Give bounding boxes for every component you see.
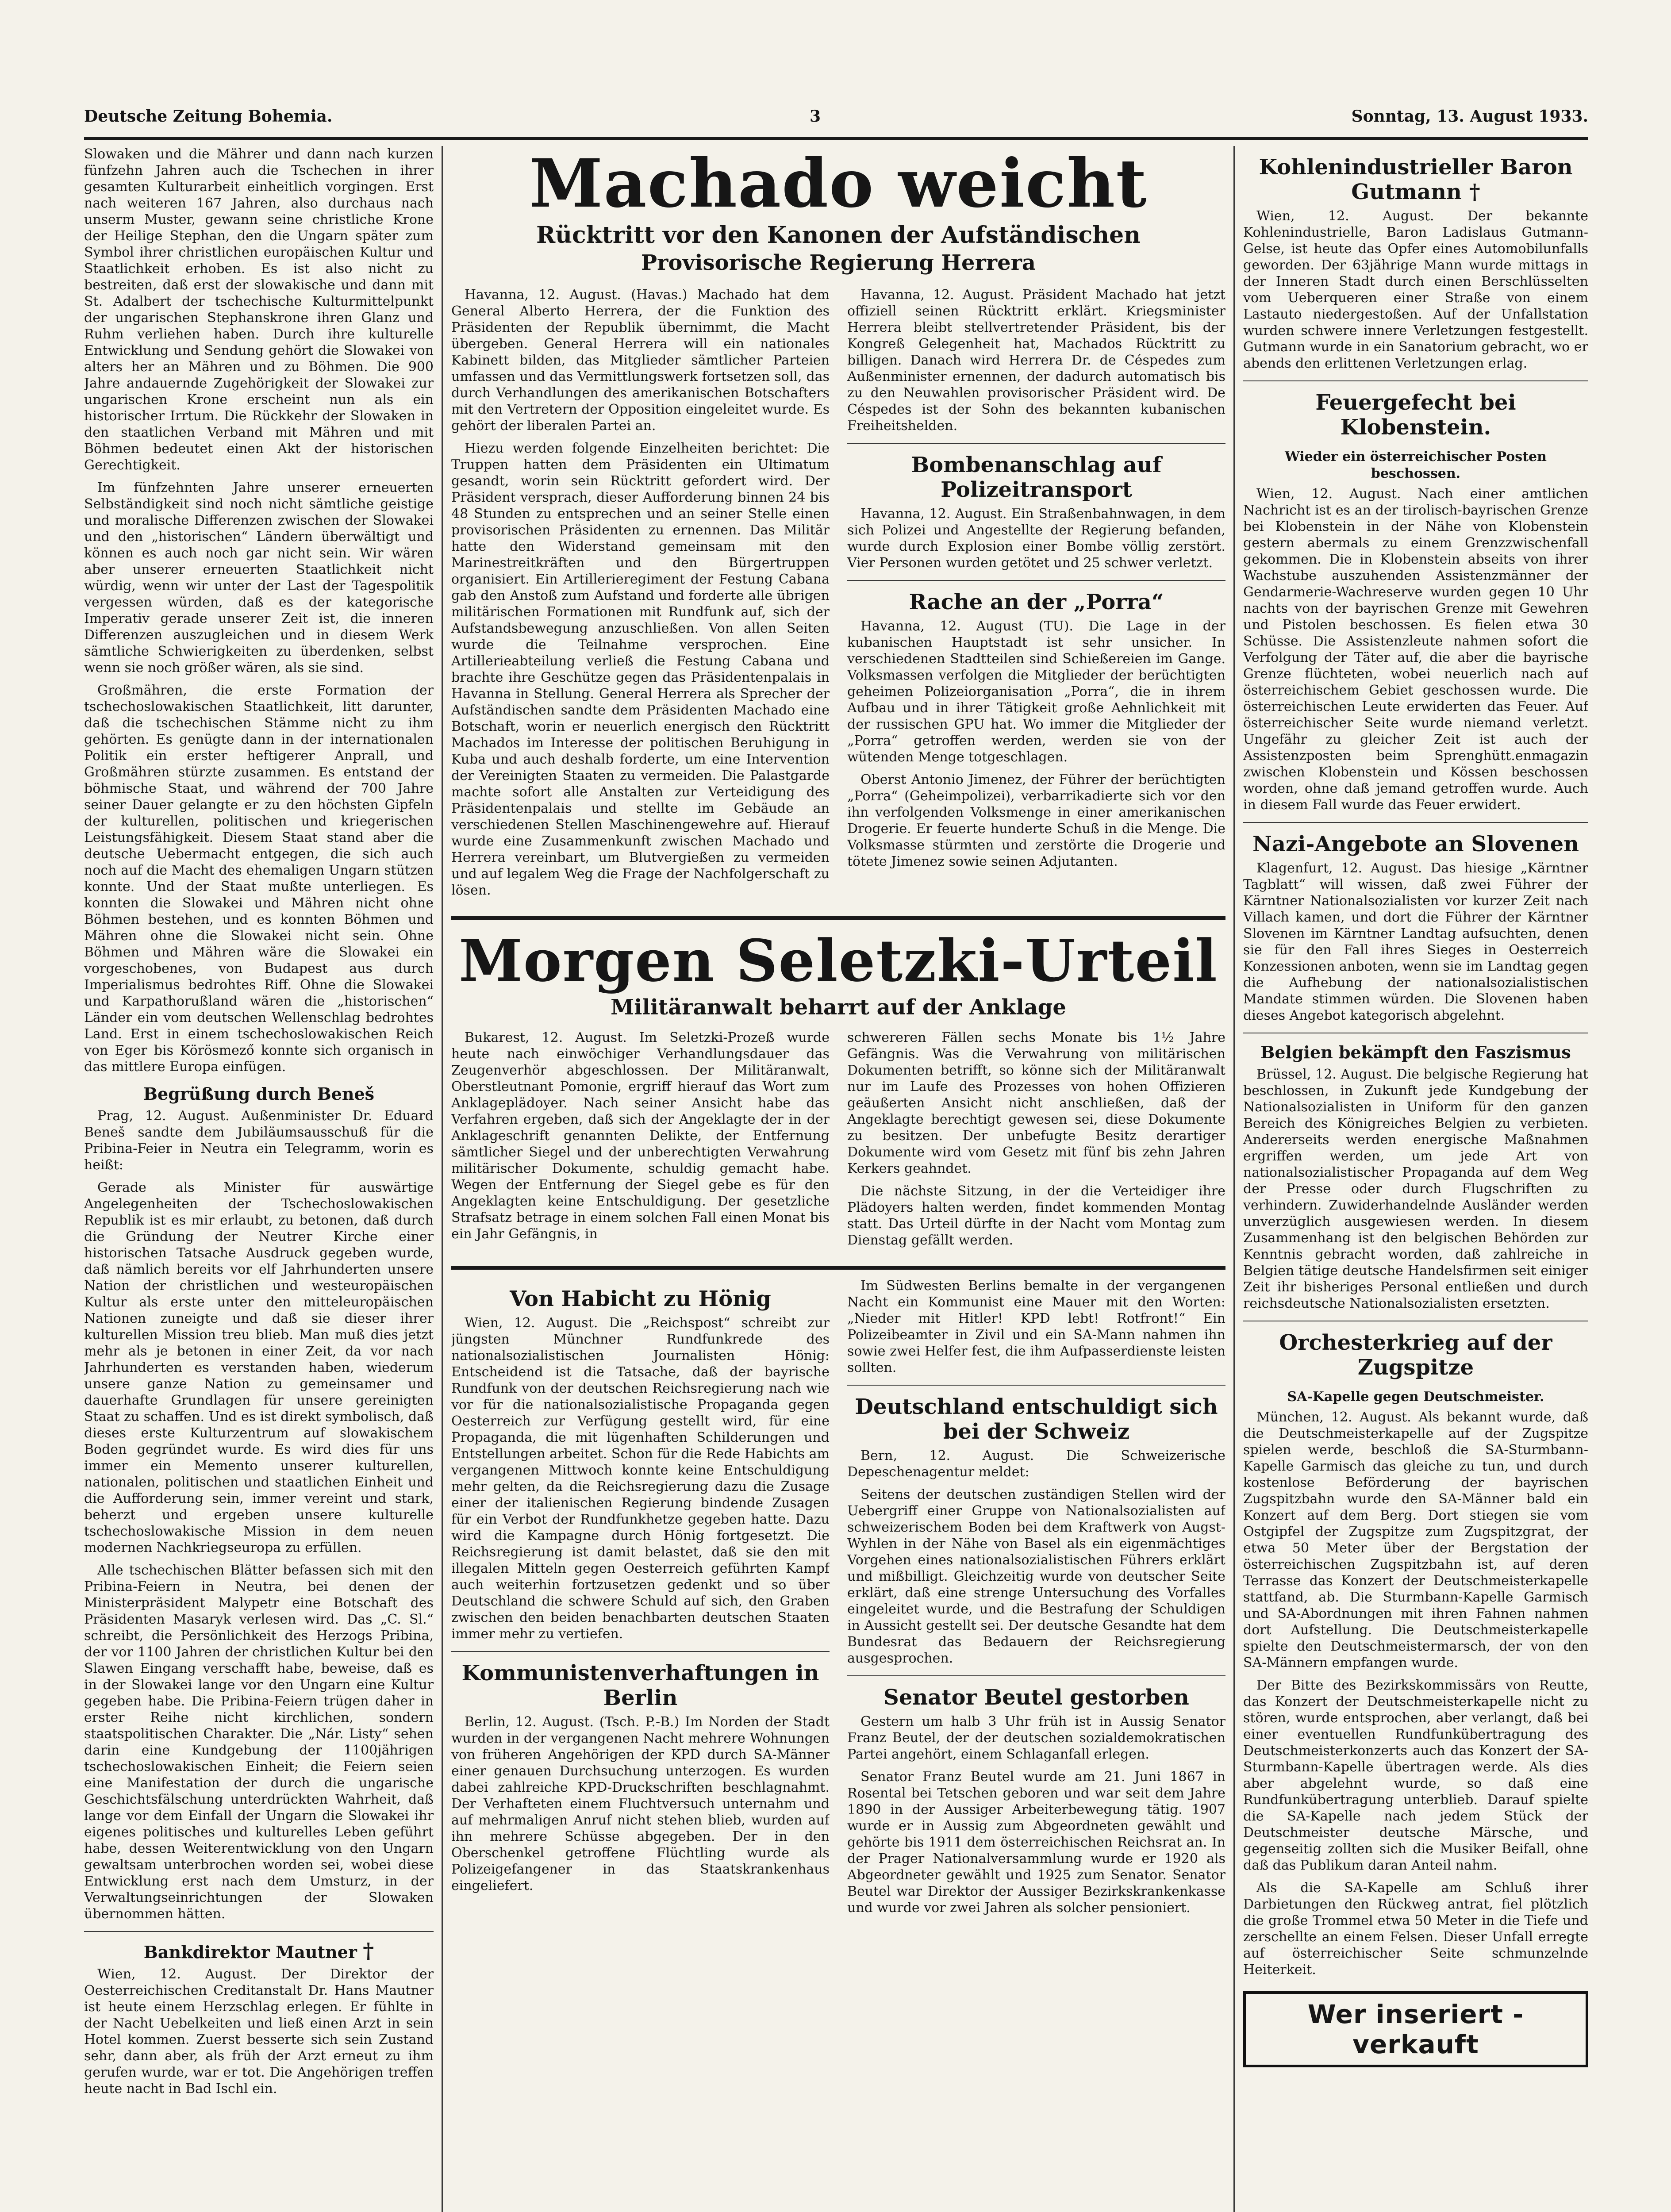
column-divider	[1233, 146, 1235, 2212]
article-paragraph: Havanna, 12. August. Ein Straßenbahnwagen, in dem sich Polizei und Angestellte der Regierung befanden, wurde durch Explosion einer Bombe völlig zerstört. Vier Personen wurden getötet und 25 schwer verletzt.	[847, 506, 1225, 571]
dagger-symbol: †	[363, 1939, 374, 1963]
section-rule	[847, 443, 1225, 444]
article-paragraph: Gestern um halb 3 Uhr früh ist in Aussig Senator Franz Beutel, der der deutschen sozialdemokratischen Partei angehört, einem Schlaganfall erlegen.	[847, 1714, 1225, 1762]
advertisement-box: Wer inseriert - verkauft	[1243, 1991, 1588, 2067]
headline-text: Bankdirektor Mautner	[143, 1942, 357, 1962]
article-paragraph: Brüssel, 12. August. Die belgische Regierung hat beschlossen, in Zukunft jede Kundgebung der Nationalsozialisten in Uniform für den ganzen Bereich des Königreiches Belgien zu verbieten. Andererseits werden energische Maßnahmen ergriffen werden, um jede Art von nationalsozialistischer Propaganda auf dem Weg der Presse oder durch Flugschriften zu verhindern. Zuwiderhandelnde Ausländer werden unverzüglich ausgewiesen werden. In diesem Zusammenhang ist den belgischen Behörden zur Kenntnis gebracht worden, daß zahlreiche in Belgien tätige deutsche Handelsfirmen seit einiger Zeit ihr bisheriges Personal entließen und durch reichsdeutsche Nationalsozialisten ersetzten.	[1243, 1067, 1588, 1311]
headline-habicht: Von Habicht zu Hönig	[510, 1286, 771, 1311]
article-paragraph: Hiezu werden folgende Einzelheiten berichtet: Die Truppen hatten dem Präsidenten ein Ultimatum gesandt, worin sein Rücktritt gefordert wird. Der Präsident versprach, dieser Aufforderung binnen 24 bis 48 Stunden zu entsprechen und an seiner Stelle einen provisorischen Präsidenten zu ernennen. Das Militär hatte den Widerstand gemeinsam mit den Marinestreitkräften und den Bürgertruppen organisiert. Ein Artillerieregiment der Festung Cabana gab den Anstoß zum Aufstand und forderte alle übrigen militärischen Formationen mit Rundfunk auf, sich der Aufstandsbewegung anzuschließen. Von allen Seiten wurde die Teilnahme versprochen. Eine Artillerieabteilung verließ die Festung Cabana und brachte ihre Geschütze gegen das Präsidentenpalais in Havanna in Stellung. General Herrera als Sprecher der Aufständischen sandte dem Präsidenten Machado eine Botschaft, worin er neuerlich energisch den Rücktritt Machados im Interesse der politischen Beruhigung in Kuba und auch deshalb forderte, um eine Intervention der Vereinigten Staaten zu vermeiden. Die Palastgarde machte sofort alle Anstalten zur Verteidigung des Präsidentenpalais und stellte im Gebäude an verschiedenen Stellen Maschinengewehre auf. Hierauf wurde eine Zusammenkunft zwischen Machado und Herrera vereinbart, um Blutvergießen zu vermeiden und auf legalem Weg die Frage der Nachfolgerschaft zu lösen.	[451, 441, 830, 898]
headline-schweiz: Deutschland entschuldigt sich bei der Schweiz	[855, 1394, 1218, 1444]
article-paragraph: Berlin, 12. August. (Tsch. P.-B.) Im Norden der Stadt wurden in der vergangenen Nacht mehrere Wohnungen von früheren Angehörigen der KPD durch SA-Männer einer genauen Durchsuchung unterzogen. Es wurden dabei zahlreiche KPD-Druckschriften beschlagnahmt. Der Verhafteten einem Fluchtversuch unternahm und auf mehrmaligen Anruf nicht stehen blieb, wurden auf ihn mehrere Schüsse abgegeben. Der in den Oberschenkel getroffene Flüchtling wurde als Polizeigefangener in das Staatskrankenhaus eingeliefert.	[451, 1714, 830, 1893]
article-paragraph: Wien, 12. August. Die „Reichspost“ schreibt zur jüngsten Münchner Rundfunkrede des nationalsozialistischen Journalisten Hönig: Entscheidend ist die Tatsache, daß der bayrische Rundfunk von der deutschen Reichsregierung nach wie vor für die nationalsozialistische Propaganda gegen Oesterreich zur Verfügung gestellt wird, für eine Propaganda, die mit lügenhaften Schilderungen und Entstellungen arbeitet. Schon für die Rede Habichts am vergangenen Mittwoch konnte keine Entschuldigung mehr gelten, da die Reichsregierung dazu die Zusage einer der italienischen Regierung bindende Zusagen für ein Verbot der Rundfunkhetze gegeben hatte. Dazu wird die Kampagne durch Hönig fortgesetzt. Die Reichsregierung ist damit belastet, daß sie den mit illegalen Mitteln gegen Oesterreich geführten Kampf auch weiterhin fortzusetzen gedenkt und so über Deutschland die schwere Schuld auf sich, den Graben zwischen den beiden benachbarten deutschen Staaten immer mehr zu vertiefen.	[451, 1315, 830, 1642]
headline-text: Kohlenindustrieller Baron Gutmann	[1259, 155, 1573, 204]
article-paragraph: Senator Franz Beutel wurde am 21. Juni 1867 in Rosental bei Tetschen geboren und war seit dem Jahre 1890 in der Aussiger Arbeiterbewegung tätig. 1907 wurde er in Aussig zum Abgeordneten gewählt und gehörte bis 1911 dem österreichischen Reichsrat an. In der Prager Nationalversammlung wurde er 1920 als Abgeordneter gewählt und 1925 zum Senator. Senator Beutel war Direktor der Aussiger Bezirkskrankenkasse und wurde vor zwei Jahren als solcher pensioniert.	[847, 1769, 1225, 1916]
paper-name: Deutsche Zeitung Bohemia.	[84, 107, 333, 126]
headline-bomb: Bombenanschlag auf Polizeitransport	[911, 453, 1162, 502]
machado-col-a	[451, 287, 830, 905]
article-paragraph: Bukarest, 12. August. Im Seletzki-Prozeß wurde heute nach einwöchiger Verhandlungsdauer das Zeugenverhör abgeschlossen. Der Militäranwalt, Oberstleutnant Pomonie, ergriff hierauf das Wort zum Anklageplädoyer. Nach seiner Ansicht habe das Verfahren ergeben, daß sich der Angeklagte der in der Anklageschrift genannten Delikte, der Entfernung sämtlicher Siegel und der unberechtigten Verwahrung militärischer Dokumente, schuldig gemacht habe. Wegen der Entfernung der Siegel gebe es für den Angeklagten keine Entschuldigung. Der gesetzliche Strafsatz betrage in einem solchen Fall einen Monat bis ein Jahr Gefängnis, in	[451, 1030, 830, 1242]
masthead-rule	[84, 137, 1588, 140]
headline-mautner	[84, 1941, 434, 1962]
column-divider	[442, 146, 443, 2212]
headline-benes: Begrüßung durch Beneš	[143, 1084, 375, 1104]
article-paragraph: Im fünfzehnten Jahre unserer erneuerten Selbständigkeit sind noch nicht sämtliche geistige und moralische Differenzen zwischen der Slowakei und den „historischen“ Ländern überwältigt und können es auch noch gar nicht sein. Wir wären aber unserer erneuerten Staatlichkeit nicht würdig, wenn wir unter der Last der Tagespolitik vergessen würden, daß es der kategorische Imperativ gerade unserer Zeit ist, die inneren Differenzen auszugleichen und in diesem Werk sämtliche Schwierigkeiten zu überdenken, selbst wenn sie noch größer wären, als sie sind.	[84, 480, 434, 676]
article-paragraph: Havanna, 12. August (TU). Die Lage in der kubanischen Hauptstadt ist sehr unsicher. In verschiedenen Stadtteilen sind Schießereien im Gange. Volksmassen verfolgen die Mitglieder der berüchtigten geheimen Polizeiorganisation „Porra“, die in ihrem Aufbau und in ihrer Tätigkeit große Aehnlichkeit mit der russischen GPU hat. Wo immer die Mitglieder der „Porra“ getroffen werden, werden sie von der wütenden Menge totgeschlagen.	[847, 618, 1225, 765]
subheadline-zugspitze: SA-Kapelle gegen Deutschmeister.	[1287, 1389, 1544, 1405]
subheadline-klobenstein: Wieder ein österreichischer Posten beschossen.	[1285, 449, 1547, 481]
article-paragraph: Slowaken und die Mährer und dann nach kurzen fünfzehn Jahren auch die Tschechen in ihrer gesamten Kulturarbeit einheitlich vorgingen. Erst nach weiteren 167 Jahren, also durchaus nach unserm Muster, gewann seine christliche Krone der Heilige Stephan, den die Ungarn später zum Symbol ihrer christlichen europäischen Kultur und Staatlichkeit erhoben. Es ist also nicht zu bestreiten, daß erst der slowakische und dann mit St. Adalbert der tschechische Kulturmittelpunkt der ungarischen Stephanskrone ihren Glanz und Ruhm verliehen haben. Durch ihre kulturelle Entwicklung und Sendung gehört die Slowakei von alters her an Mähren und zu Böhmen. Die 900 Jahre andauernde Zugehörigkeit der Slowakei zur ungarischen Krone erscheint nun als ein historischer Irrtum. Die Rückkehr der Slowaken in den staatlichen Verband mit Mähren und mit Böhmen bedeutet einen Akt der historischen Gerechtigkeit.	[84, 146, 434, 473]
lower-col-b	[847, 1278, 1225, 1922]
article-paragraph: Wien, 12. August. Der bekannte Kohlenindustrielle, Baron Ladislaus Gutmann-Gelse, ist heute das Opfer eines Automobilunfalls geworden. Der 63jährige Mann wurde mittags in der Inneren Stadt durch einen Berschlüsselten vom Ueberqueren einer Straße von einem Lastauto niedergestoßen. Auf der Unfallstation wurden schwere innere Verletzungen festgestellt. Gutmann wurde in ein Sanatorium gebracht, wo er abends den erlittenen Verletzungen erlag.	[1243, 208, 1588, 371]
issue-date: Sonntag, 13. August 1933.	[1351, 107, 1588, 126]
machado-articles	[451, 287, 1225, 905]
article-paragraph: schwereren Fällen sechs Monate bis 1½ Jahre Gefängnis. Was die Verwahrung von militärischen Dokumenten betrifft, so könne sich der Militäranwalt nur im Laufe des Prozesses von hohen Offizieren geäußerten Ansicht nicht anschließen, daß der Angeklagte berechtigt gewesen sei, diese Dokumente zu besitzen. Der unbefugte Besitz derartiger Dokumente wird vom Gesetz mit fünf bis zehn Jahren Kerkers geahndet.	[847, 1030, 1225, 1176]
lower-center-articles	[451, 1278, 1225, 1922]
section-rule	[1243, 822, 1588, 823]
article-paragraph: Wien, 12. August. Nach einer amtlichen Nachricht ist es an der tirolisch-bayrischen Grenze bei Klobenstein in der Nähe von Klobenstein gestern abermals zu einem Grenzzwischenfall gekommen. Die in Klobenstein abseits von ihrer Wachstube auszuhenden Assistenzmänner der Gendarmerie-Wachreserve wurden gegen 10 Uhr nachts von der bayrischen Grenze mit Gewehren und Pistolen beschossen. Es fielen etwa 30 Schüsse. Die Assistenzleute nahmen sofort die Verfolgung der Täter auf, die aber die bayrische Grenze flüchteten, wobei neuerlich nach auf österreichischem Gebiet geschossen wurde. Die österreichischen Leute erwiderten das Feuer. Auf österreichischer Seite wurde niemand verletzt. Ungefähr zu gleicher Zeit ist auch der Assistenzposten beim Sprenghütt.enmagazin zwischen Klobenstein und Kössen beschossen worden, ohne daß jemand getroffen wurde. Auch in diesem Fall wurde das Feuer erwidert.	[1243, 486, 1588, 813]
article-paragraph: Wien, 12. August. Der Direktor der Oesterreichischen Creditanstalt Dr. Hans Mautner ist heute einem Herzschlag erlegen. Er fühlte in der Nacht Uebelkeiten und ließ einen Arzt in sein Hotel kommen. Zuerst besserte sich sein Zustand sehr, dann aber, als früh der Arzt erneut zu ihm gerufen wurde, war er tot. Die Angehörigen treffen heute nacht in Bad Ischl ein.	[84, 1966, 434, 2097]
seletzki-col-b	[847, 1029, 1225, 1255]
article-paragraph: Der Bitte des Bezirkskommissärs von Reutte, das Konzert der Deutschmeisterkapelle nicht zu stören, wurde entsprochen, aber verlangt, daß bei einer eventuellen Rundfunkübertragung des Deutschmeisterkonzerts auch das Konzert der SA-Sturmbann-Kapelle übertragen werde. Als dies aber abgelehnt wurde, so daß eine Rundfunkübertragung unterblieb. Darauf spielte die SA-Kapelle nach jedem Stück der Deutschmeister deutsche Märsche, und gegenseitig zollten sich die Musiker Beifall, ohne daß das Publikum daran Anteil nahm.	[1243, 1678, 1588, 1873]
headline-zugspitze: Orchesterkrieg auf der Zugspitze	[1279, 1330, 1552, 1380]
right-column	[1243, 146, 1588, 2212]
headline-beutel: Senator Beutel gestorben	[884, 1685, 1189, 1710]
headline-klobenstein: Feuergefecht bei Klobenstein.	[1315, 390, 1516, 440]
article-paragraph: Bern, 12. August. Die Schweizerische Depeschenagentur meldet:	[847, 1448, 1225, 1480]
newspaper-page	[84, 102, 1588, 2212]
article-paragraph: Großmähren, die erste Formation der tschechoslowakischen Staatlichkeit, litt darunter, daß die tschechischen Stämme nicht zu ihm gehörten. Es genügte dann in der internationalen Politik ein erster heftigerer Anprall, und Großmähren stürzte zusammen. Es entstand der böhmische Staat, und während der 700 Jahre seiner Dauer gelangte er zu den höchsten Gipfeln der kulturellen, politischen und kriegerischen Leistungsfähigkeit. Diesem Staat stand aber die deutsche Uebermacht entgegen, die sich auch noch auf die Macht des ehemaligen Ungarn stützen konnte. Und der Staat mußte unterliegen. Es konnten die Slowakei und Mähren nicht ohne Böhmen bestehen, und es konnten Böhmen und Mähren ohne die Slowakei nicht sein. Ohne Böhmen und Mähren wäre die Slowakei ein vorgeschobenes, von Budapest aus durch Imperialismus bedrohtes Riff. Ohne die Slowakei und Karpathorußland wären die „historischen“ Länder ein vom deutschen Wellenschlag bedrohtes Land. Erst in einem tschechoslowakischen Reich von Eger bis Körösmező konnte sich organisch in das mittlere Europa einfügen.	[84, 683, 434, 1075]
headline-porra: Rache an der „Porra“	[909, 590, 1164, 614]
headline-gutmann	[1243, 155, 1588, 204]
article-paragraph: Die nächste Sitzung, in der die Verteidiger ihre Plädoyers halten werden, findet kommenden Montag statt. Das Urteil dürfte in der Nacht vom Montag zum Dienstag gefällt werden.	[847, 1183, 1225, 1248]
machado-col-b	[847, 287, 1225, 905]
article-paragraph: Als die SA-Kapelle am Schluß ihrer Darbietungen den Rückweg antrat, fiel plötzlich die große Trommel etwa 50 Meter in die Tiefe und zerschellte an einem Felsen. Dieser Unfall erregte auf österreichischer Seite schmunzelnde Heiterkeit.	[1243, 1880, 1588, 1978]
section-rule	[84, 1931, 434, 1932]
headline-seletzki: Morgen Seletzki-Urteil	[459, 927, 1218, 995]
headline-kommunisten: Kommunistenverhaftungen in Berlin	[461, 1661, 819, 1710]
article-paragraph: Gerade als Minister für auswärtige Angelegenheiten der Tschechoslowakischen Republik ist es mir erlaubt, zu betonen, daß durch die Gründung der Neutrer Kirche einer historischen Tatsache Ausdruck gegeben wurde, daß nämlich bereits vor elf Jahrhunderten unsere Nation der christlichen und westeuropäischen Kultur als erste unter den mitteleuropäischen Nationen zuneigte und daß sie dieser ihrer kulturellen Mission treu blieb. Man muß dies jetzt mehr als je betonen in einer Zeit, da vor nach Jahrhunderten es verstanden haben, wiederum unsere ganze Nation zu gemeinsamer und dauerhafte Grundlagen für unsere gereinigten Staat zu schaffen. Und es ist direkt symbolisch, daß dieses erste Kulturzentrum auf slowakischem Boden gegründet wurde. Es wird dies für uns immer ein Memento unserer kulturellen, nationalen, politischen und staatlichen Einheit und die Aufforderung sein, immer vereint und stark, beherzt und ergeben unsere kulturelle tschechoslowakische Mission in dem neuen modernen Nachkriegseuropa zu erfüllen.	[84, 1180, 434, 1555]
headline-nazi-angebote: Nazi-Angebote an Slovenen	[1252, 832, 1579, 856]
article-paragraph: Alle tschechischen Blätter befassen sich mit den Pribina-Feiern in Neutra, bei denen der Ministerpräsident Malypetr eine Botschaft des Präsidenten Masaryk verlesen wird. Das „C. Sl.“ schreibt, die Persönlichkeit des Herzogs Pribina, der vor 1100 Jahren der christlichen Kultur bei den Slawen Eingang verschafft habe, beweise, daß es in der Slowakei lange vor den Ungarn eine Kultur gegeben habe. Die Pribina-Feiern trügen daher in erster Reihe nicht kirchlichen, sondern staatspolitischen Charakter. Die „Nár. Listy“ sehen darin eine Kundgebung der 1100jährigen tschechoslowakischen Einheit; die Feiern seien eine Manifestation der durch die ungarische Geschichtsfälschung unterdrückten Wahrheit, daß lange vor dem Einfall der Ungarn die Slowakei ihr eigenes politisches und kulturelles Leben geführt habe, dessen Weiterentwicklung von den Ungarn gewaltsam unterbrochen worden sei, wobei diese Entwicklung erst nach dem Umsturz, in der Verwaltungseinrichtungen der Slowaken übernommen hätten.	[84, 1563, 434, 1922]
seletzki-col-a	[451, 1029, 830, 1255]
lower-col-a	[451, 1278, 830, 1922]
masthead	[84, 102, 1588, 133]
article-paragraph: Seitens der deutschen zuständigen Stellen wird der Uebergriff einer Gruppe von Nationalsozialisten auf schweizerischem Boden bei dem Kraftwerk von Augst-Wyhlen in der Nähe von Basel als ein eigenmächtiges Vorgehen eines nationalsozialistischen Führers erklärt und mißbilligt. Gleichzeitig wurde von deutscher Seite erklärt, daß eine strenge Untersuchung des Vorfalles eingeleitet wurde, und die Bestrafung der Schuldigen in Aussicht gestellt sei. Der deutsche Gesandte hat dem Bundesrat das Bedauern der Reichsregierung ausgesprochen.	[847, 1487, 1225, 1666]
section-rule	[451, 1651, 830, 1652]
article-paragraph: Im Südwesten Berlins bemalte in der vergangenen Nacht ein Kommunist eine Mauer mit den Worten: „Nieder mit Hitler! KPD lebt! Rotfront!“ Ein Polizeibeamter in Zivil und ein SA-Mann nahmen ihn sowie zwei Helfer fest, die ihm Aufpasserdienste leisten sollten.	[847, 1278, 1225, 1375]
seletzki-articles	[451, 1029, 1225, 1255]
headline-belgien: Belgien bekämpft den Faszismus	[1260, 1042, 1571, 1062]
subheadline-seletzki: Militäranwalt beharrt auf der Anklage	[611, 995, 1066, 1020]
center-column	[451, 146, 1225, 2212]
section-rule	[847, 1385, 1225, 1386]
article-paragraph: Oberst Antonio Jimenez, der Führer der berüchtigten „Porra“ (Geheimpolizei), verbarrikadierte sich vor den ihn verfolgenden Volksmenge in einer amerikanischen Drogerie. Er feuerte hunderte Schuß in die Menge. Die Volksmasse stürmten und zerstörte die Drogerie und tötete Jimenez sowie seinen Adjutanten.	[847, 772, 1225, 869]
article-paragraph: Prag, 12. August. Außenminister Dr. Eduard Beneš sandte dem Jubiläumsausschuß für die Pribina-Feier in Neutra ein Telegramm, worin es heißt:	[84, 1108, 434, 1173]
section-rule-thick	[451, 916, 1225, 920]
subheadline-machado-1: Rücktritt vor den Kanonen der Aufständischen	[536, 222, 1141, 249]
section-rule	[847, 1675, 1225, 1676]
article-paragraph: Havanna, 12. August. (Havas.) Machado hat dem General Alberto Herrera, der die Funktion des Präsidenten der Republik übernimmt, die Macht übergeben. General Herrera will ein nationales Kabinett bilden, das Mitglieder sämtlicher Parteien umfassen und das Vermittlungswerk fortsetzen soll, das durch Verhandlungen des amerikanischen Botschafters mit den Vertretern der Opposition eingeleitet wurde. Es gehört der liberalen Partei an.	[451, 287, 830, 434]
article-paragraph: München, 12. August. Als bekannt wurde, daß die Deutschmeisterkapelle auf der Zugspitze spielen werde, beschloß die SA-Sturmbann-Kapelle Garmisch das gleiche zu tun, und durch kostenlose Beförderung der bayrischen Zugspitzbahn wurde den SA-Männer bald ein Konzert auf dem Berg. Dort stiegen sie vom Ostgipfel der Zugspitze zum Zugspitzgrat, der etwa 50 Meter über der Bergstation der österreichischen Zugspitzbahn ist, auf deren Terrasse das Konzert der Deutschmeisterkapelle stattfand, ab. Die Sturmbann-Kapelle Garmisch und SA-Abordnungen mit ihren Fahnen nahmen dort Aufstellung. Die Deutschmeisterkapelle spielte den Deutschmeistermarsch, der von den SA-Männern empfangen wurde.	[1243, 1409, 1588, 1671]
headline-machado: Machado weicht	[529, 146, 1148, 223]
section-rule	[1243, 380, 1588, 381]
subheadline-machado-2: Provisorische Regierung Herrera	[641, 250, 1036, 275]
article-paragraph: Klagenfurt, 12. August. Das hiesige „Kärntner Tagblatt“ will wissen, daß zwei Führer der Kärntner Nationalsozialisten vor kurzer Zeit nach Villach kamen, und dort die Führer der Kärntner Slovenen im Kärntner Landtag aufsuchten, denen sie für den Fall ihres Sieges in Oesterreich Konzessionen anboten, wenn sie im Landtag gegen die Aufhebung der nationalsozialistischen Mandate stimmen würden. Die Slovenen haben dieses Angebot kategorisch abgelehnt.	[1243, 860, 1588, 1023]
section-rule-thick	[451, 1266, 1225, 1270]
left-column	[84, 146, 434, 2212]
dagger-symbol: †	[1469, 180, 1480, 204]
section-rule	[847, 580, 1225, 581]
article-paragraph: Havanna, 12. August. Präsident Machado hat jetzt offiziell seinen Rücktritt erklärt. Kriegsminister Herrera bleibt stellvertretender Präsident, bis der Kongreß Gelegenheit hat, Machados Rücktritt zu billigen. Danach wird Herrera Dr. de Céspedes zum Außenminister ernennen, der dadurch automatisch bis zu den Neuwahlen provisorischer Präsident wird. De Céspedes ist der Sohn des bekannten kubanischen Freiheitshelden.	[847, 287, 1225, 434]
page-number: 3	[810, 107, 821, 126]
